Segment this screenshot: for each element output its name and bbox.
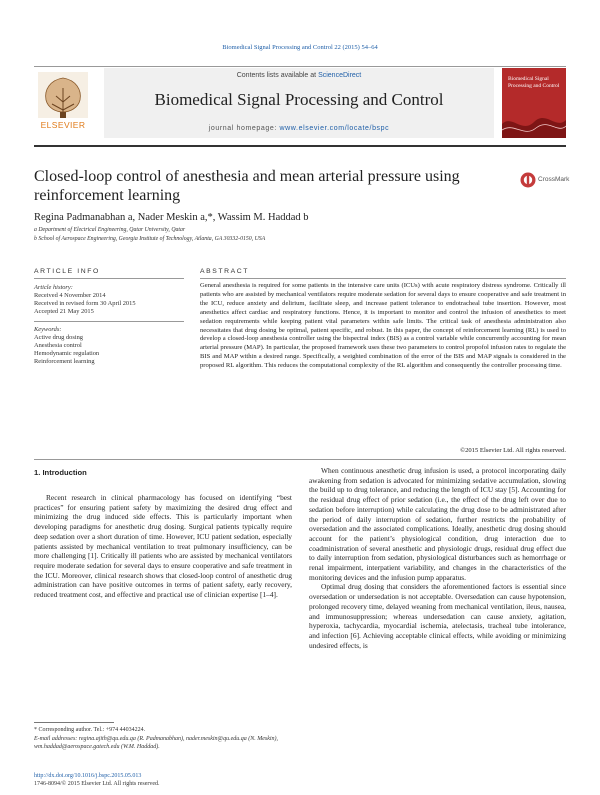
banner-top-rule [34,66,566,67]
corresponding-author-note: * Corresponding author. Tel.: +974 44034224. [34,727,146,733]
journal-cover [502,68,566,138]
elsevier-logo [34,70,92,132]
body-paragraph: When continuous anesthetic drug infusion is used, a protocol incorporating daily awakening from sedation is advocated for minimizing sedative accumulation, slowing the build up to drug tolerance, and reducing the length of ICU stay [5]. Accounting for the residual drug effect of prior sedation (i.e., the effect of the drug left over due to sedation before interruption) while calculating the drug dose to be administrated after the period of daily interruption of sedation, further restricts the probability of oversedation and the associated complications. Ideally, anesthetic drug dosing should account for the patient’s physiological condition, drug interaction due to coadministration of several anesthetic and physiologic drugs, residual drug effect due to daily interruption from sedation, physiological disturbances such as hemorrhage or renal impairment, interpatient variability, and changes in the characteristics of the monitoring devices and the infusion pump apparatus. [309,466,566,582]
keyword-item: Anesthesia control [34,342,82,349]
journal-title: Biomedical Signal Processing and Control [154,90,444,109]
abstract-copyright: ©2015 Elsevier Ltd. All rights reserved. [460,447,566,454]
cover-title: Biomedical Signal Processing and Control [508,76,560,89]
journal-citation[interactable]: Biomedical Signal Processing and Control 22 (2015) 54–64 [222,44,378,51]
body-paragraph: Optimal drug dosing that considers the aforementioned factors is essential since oversedation or undersedation is not acceptable. Oversedation can cause hypotension, prolonged recovery time, delayed weaning from mechanical ventilation, ileus, nausea, and immunosuppression; whereas undersedation can cause anxiety, agitation, hyperoxia, tachycardia, myocardial ischemia, atelectasis, tracheal tube intolerance, and infection [6]. Achieving acceptable clinical effects, while avoiding or minimizing undesired effects, is [309,582,566,650]
history-revised: Received in revised form 30 April 2015 [34,300,136,307]
left-column [34,493,292,600]
keyword-item: Active drug dosing [34,334,83,341]
keyword-item: Reinforcement learning [34,358,95,365]
cover-wave-graphic [502,104,566,138]
keywords-label: Keywords: [34,326,62,333]
issn-copyright: 1746-8094/© 2015 Elsevier Ltd. All rights reserved. [34,781,160,788]
doi-link[interactable]: http://dx.doi.org/10.1016/j.bspc.2015.05.013 [34,773,142,779]
abstract-body: General anesthesia is required for some patients in the intensive care units (ICUs) with acute respiratory distress syndrome. Critically ill patients who are assisted by mechanical ventilators require moderate sedation for several days to ensure cooperative and safe treatment in the ICU, reduce anxiety and delirium, facilitate sleep, and increase patient tolerance to endotracheal tube insertion. However, most anesthetics affect cardiac and respiratory functions. Hence, it is important to monitor and control the infusion of anesthetics to meet sedation requirements while keeping patient vital parameters within safe limits. The critical task of anesthesia administration also necessitates that drug dosing be optimal, patient specific, and robust. In this paper, the concept of reinforcement learning (RL) is used to develop a closed-loop anesthesia controller using the bispectral index (BIS) as a control variable while concurrently accounting for mean arterial pressure (MAP). In particular, the proposed framework uses these two parameters to control propofol infusion rates to regulate the BIS and MAP within a desired range. Specifically, a weighted combination of the error of the BIS and MAP signals is considered in the proposed RL algorithm. This reduces the computational complexity of the RL algorithm and consequently the controller processing time. [200,282,566,370]
history-received: Received 4 November 2014 [34,292,106,299]
banner-bottom-rule [34,145,566,147]
journal-homepage [104,125,494,132]
article-info-heading: ARTICLE INFO [34,268,100,275]
elsevier-wordmark: ELSEVIER [40,120,86,130]
abstract-bottom-rule [34,459,566,460]
article-title: Closed-loop control of anesthesia and mean arterial pressure using reinforcement learning [34,168,460,204]
contents-prefix: Contents lists available at [236,72,319,79]
abstract-heading: ABSTRACT [200,268,250,275]
affiliation-b: b School of Aerospace Engineering, Georgia Institute of Technology, Atlanta, GA 30332-0150, USA [34,236,266,242]
crossmark-badge[interactable] [520,172,570,188]
contents-available [104,72,494,79]
sciencedirect-link[interactable]: ScienceDirect [318,72,362,79]
abstract-rule [200,278,566,279]
crossmark-icon [520,172,536,188]
body-paragraph: Recent research in clinical pharmacology has focused on identifying “best practices” for ensuring patient safety by maximizing the desired drug effect and minimizing the drug induced side effects. This is particularly important when developing paradigms for anesthetic drug dosing. Surgical patients typically require deep sedation over a short duration of time. However, ICU patient sedation, especially patients assisted by mechanical ventilation to treat pulmonary insufficiency, can be more challenging [1]. Critically ill patients who are assisted by mechanical ventilators require moderate sedation for several days to ensure cooperative and safe treatment in the ICU. Moreover, clinical research shows that closed-loop control of anesthetic drug administration can have positive outcomes in terms of patient safety, early recovery, reduced treatment cost, and effective and practical use of clinician expertise [1–4]. [34,493,292,600]
affiliation-a: a Department of Electrical Engineering, Qatar University, Qatar [34,227,186,233]
crossmark-label: CrossMark [538,176,570,183]
homepage-prefix: journal homepage: [208,125,280,132]
homepage-link[interactable]: www.elsevier.com/locate/bspc [279,125,390,132]
email-addresses-note: E-mail addresses: regina.ajith@qu.edu.qa (R. Padmanabhan), nader.meskin@qu.edu.qa (N. Meskin), wm.haddad@aerospace.gatech.edu (W.M. Haddad). [34,735,279,751]
keywords-rule [34,321,184,322]
right-column [309,466,566,650]
introduction-heading: 1. Introduction [34,468,87,477]
keyword-item: Hemodynamic regulation [34,350,100,357]
author-list: Regina Padmanabhan a, Nader Meskin a,*, Wassim M. Haddad b [34,212,309,223]
footnote-rule [34,722,114,723]
history-label: Article history: [34,284,73,291]
article-info-rule [34,278,184,279]
footnotes [34,726,294,752]
history-accepted: Accepted 21 May 2015 [34,308,94,315]
doi-block [34,772,294,789]
